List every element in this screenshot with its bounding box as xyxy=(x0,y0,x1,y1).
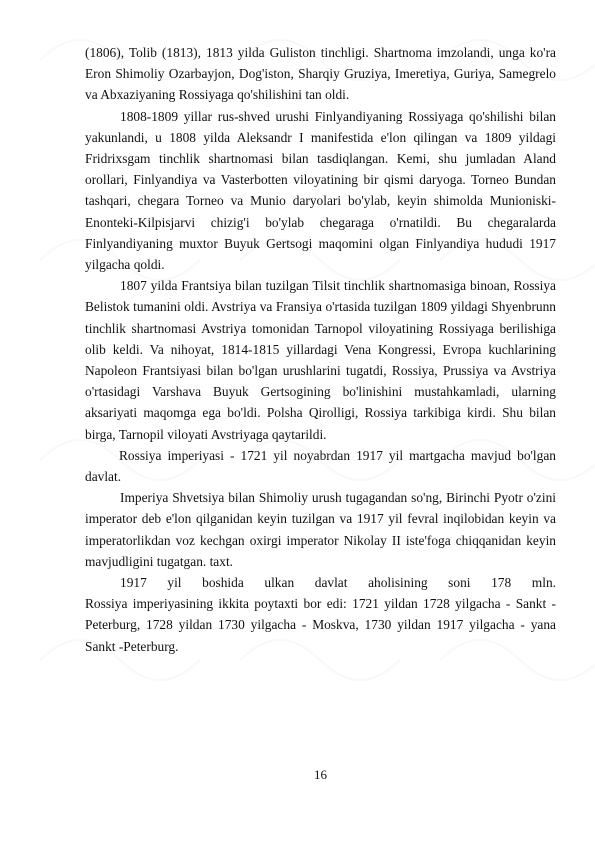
paragraph-population: 1917 yil boshida ulkan davlat aholisining soni 178 mln. xyxy=(120,575,556,591)
paragraph-russo-swedish-war: 1808-1809 yillar rus-shved urushi Finlyandiyaning Rossiyaga qo'shilishi bilan yakunlandi, u 1808 yilda Aleksandr I manifestida e'lon qilingan va 1809 yildagi Fridrixsgam tinchlik shartnomasi bilan tasdiqlangan. Kemi, shu jumladan Aland orollari, Finlyandiya va Vasterbotten viloyatining bir qismi daryoga. Torneo Bundan tashqari, chegara Torneo va Munio daryolari bo'ylab, keyin shimolda Munioniski-Enonteki-Kilpisjarvi chizig'i bo'ylab chegaraga o'rnatildi. Bu chegaralarda Finlyandiyaning muxtor Buyuk Gertsogi maqomini olgan Finlyandiya hududi 1917 yilgacha qoldi. xyxy=(85,108,556,273)
paragraph-capitals: Rossiya imperiyasining ikkita poytaxti bor edi: 1721 yildan 1728 yilgacha - Sankt -Peterburg, 1728 yildan 1730 yilgacha - Moskva, 1730 yildan 1917 yilgacha - yana Sankt -Peterburg. xyxy=(85,596,556,654)
paragraph-tilsit-treaty: 1807 yilda Frantsiya bilan tuzilgan Tilsit tinchlik shartnomasiga binoan, Rossiya Belistok tumanini oldi. Avstriya va Fransiya o'rtasida tuzilgan 1809 yildagi Shyenbrunn tinchlik shartnomasi Avstriya tomonidan Tarnopol viloyatining Rossiyaga berilishiga olib keldi. Va nihoyat, 1814-1815 yillardagi Vena Kongressi, Evropa kuchlarining Napoleon Frantsiyasi bilan bo'lgan urushlarini tugatdi, Rossiya, Prussiya va Avstriya o'rtasidagi Varshava Buyuk Gertsogining bo'linishini mustahkamladi, ularning aksariyati maqomga ega bo'ldi. Polsha Qirolligi, Rossiya tarkibiga kirdi. Shu bilan birga, Tarnopil viloyati Avstriyaga qaytarildi. xyxy=(85,278,556,442)
paragraph-empire-history: Imperiya Shvetsiya bilan Shimoliy urush tugagandan so'ng, Birinchi Pyotr o'zini imperator deb e'lon qilganidan keyin tuzilgan va 1917 yil fevral inqilobidan keyin va imperatorlikdan voz kechgan oxirgi imperator Nikolay II iste'foga chiqqanidan keyin mavjudligini tugatgan. taxt. xyxy=(85,490,556,569)
document-page xyxy=(85,42,556,782)
page-number: 16 xyxy=(314,767,327,782)
paragraph-empire-definition: Rossiya imperiyasi - 1721 yil noyabrdan 1917 yil martgacha mavjud bo'lgan davlat. xyxy=(85,447,556,485)
paragraph-treaty-gulistan: (1806), Tolib (1813), 1813 yilda Guliston tinchligi. Shartnoma imzolandi, unga ko'ra Eron Shimoliy Ozarbayjon, Dog'iston, Sharqiy Gruziya, Imeretiya, Guriya, Samegrelo va Abxaziyaning Rossiyaga qo'shilishini tan oldi. xyxy=(85,45,556,103)
